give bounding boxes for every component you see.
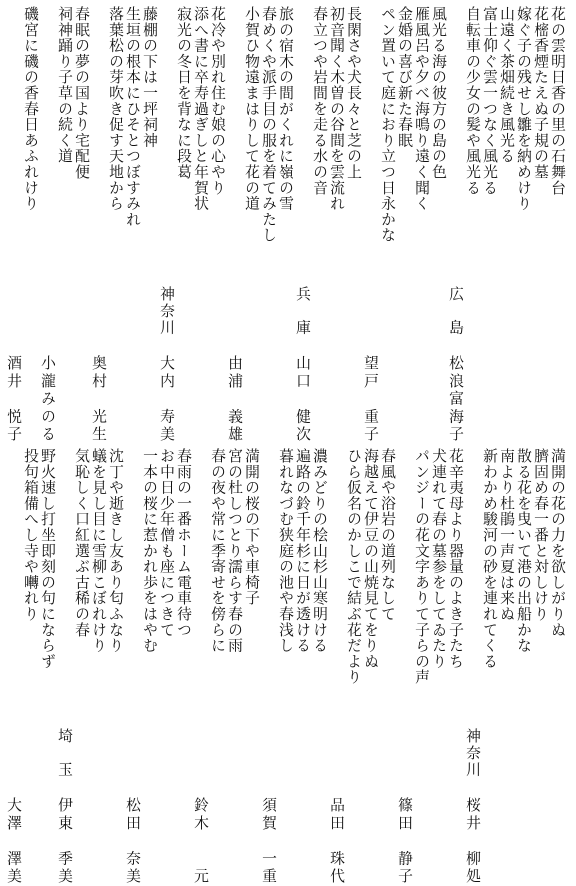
- haiku-text: ペン置いて庭におり立つ日永かな: [379, 6, 396, 243]
- prefecture-label: 兵 庫: [294, 286, 311, 337]
- haiku-column: [158, 442, 175, 884]
- haiku-text: 小賀ひ物遠まはりして花の道: [243, 6, 260, 212]
- author-name: 桜井 柳処: [464, 797, 481, 886]
- poet-group: [396, 442, 464, 884]
- author-name: 松田 奈美: [124, 797, 141, 886]
- poet-group: [39, 0, 90, 442]
- haiku-column: [124, 0, 141, 442]
- haiku-text: 濃みどりの桧山杉山寒明ける: [311, 448, 328, 654]
- haiku-column: [243, 442, 260, 884]
- poet-group: [464, 442, 566, 884]
- haiku-text: 満開の花の力を欲しがりぬ: [549, 448, 566, 638]
- haiku-text: ひら仮名のかしこで結ぶ花だより: [345, 448, 362, 685]
- haiku-column: [56, 0, 73, 442]
- author-column: [39, 0, 56, 442]
- haiku-text: 臍固め春一番と対しけり: [532, 448, 549, 622]
- haiku-column: [328, 0, 345, 442]
- author-name: 酒井 悦子: [5, 355, 22, 444]
- haiku-column: [277, 0, 294, 442]
- haiku-text: 花冷や別れ住む娘の心やり: [209, 6, 226, 196]
- haiku-column: [90, 442, 107, 884]
- haiku-text: 雁風呂や夕べ海鳴り遠く聞く: [413, 6, 430, 212]
- haiku-text: 投句箱備へし寺や囀れり: [22, 448, 39, 622]
- author-name: 大内 寿美: [158, 355, 175, 444]
- haiku-text: 磯宮に磯の香春日あふれけり: [22, 6, 39, 212]
- haiku-text: 春めくや派手目の服を着てみたし: [260, 6, 277, 243]
- author-name: 松浪富海子: [447, 355, 464, 444]
- author-column: [396, 442, 413, 884]
- haiku-text: 旅の宿木の間がくれに嶺の雪: [277, 6, 294, 212]
- haiku-text: 花辛夷母より器量のよき子たち: [447, 448, 464, 670]
- haiku-column: [362, 442, 379, 884]
- haiku-column: [464, 0, 481, 442]
- haiku-text: 蟻を見し目に雪柳こぼれけり: [90, 448, 107, 654]
- haiku-column: [532, 0, 549, 442]
- haiku-column: [379, 0, 396, 442]
- haiku-column: [498, 0, 515, 442]
- author-column: [447, 0, 464, 442]
- author-column: [158, 0, 175, 442]
- author-column: [5, 442, 22, 884]
- haiku-text: 沈丁や逝きし友あり匂ふなり: [107, 448, 124, 654]
- author-column: [5, 0, 22, 442]
- haiku-column: [379, 442, 396, 884]
- haiku-text: 海越えて伊豆の山焼見てをりぬ: [362, 448, 379, 670]
- haiku-text: 一本の桜に惹かれ歩をはやむ: [141, 448, 158, 654]
- haiku-column: [515, 0, 532, 442]
- author-column: [56, 442, 73, 884]
- author-column: [124, 442, 141, 884]
- haiku-text: 寂光の冬日を背なに段葛: [175, 6, 192, 180]
- haiku-text: パンジーの花文字ありて子らの声: [413, 448, 430, 685]
- author-name: 由浦 義雄: [226, 355, 243, 444]
- haiku-column: [481, 0, 498, 442]
- haiku-column: [532, 442, 549, 884]
- poet-group: [226, 0, 294, 442]
- author-name: 伊東 季美: [56, 797, 73, 886]
- haiku-column: [22, 0, 39, 442]
- author-name: 大澤 澤美: [5, 797, 22, 886]
- haiku-column: [311, 442, 328, 884]
- poet-group: [5, 0, 39, 442]
- prefecture-label: 埼 玉: [56, 728, 73, 779]
- haiku-column: [311, 0, 328, 442]
- author-name: 鈴木 元: [192, 797, 209, 886]
- haiku-column: [209, 0, 226, 442]
- author-name: 望戸 重子: [362, 355, 379, 444]
- author-name: 奥村 光生: [90, 355, 107, 444]
- poet-group: [328, 442, 396, 884]
- haiku-text: 添へ書に卒寿過ぎしと年賀状: [192, 6, 209, 212]
- haiku-text: 風光る海の彼方の島の色: [430, 6, 447, 180]
- haiku-text: 藤棚の下は一坪祠神: [141, 6, 158, 149]
- author-column: [192, 442, 209, 884]
- author-name: 篠田 静子: [396, 797, 413, 886]
- haiku-column: [22, 442, 39, 884]
- haiku-column: [481, 442, 498, 884]
- haiku-text: 満開の桜の下や車椅子: [243, 448, 260, 606]
- haiku-column: [413, 0, 430, 442]
- haiku-column: [175, 0, 192, 442]
- prefecture-label: 神奈川: [464, 728, 481, 779]
- haiku-column: [498, 442, 515, 884]
- haiku-text: 宮の杜しつとり濡らす春の雨: [226, 448, 243, 654]
- haiku-column: [277, 442, 294, 884]
- haiku-text: 気恥しく口紅選ぶ古稀の春: [73, 448, 90, 638]
- haiku-column: [175, 442, 192, 884]
- haiku-text: 嫁ぐ子の残せし雛を納めけり: [515, 6, 532, 212]
- poet-group: [90, 0, 158, 442]
- haiku-column: [549, 442, 566, 884]
- haiku-text: 春眠の夢の国より宅配便: [73, 6, 90, 180]
- haiku-column: [549, 0, 566, 442]
- haiku-text: 自転車の少女の髪や風光る: [464, 6, 481, 196]
- haiku-column: [39, 442, 56, 884]
- author-name: 小瀧みのる: [39, 355, 56, 444]
- prefecture-label: 神奈川: [158, 286, 175, 337]
- prefecture-label: 広 島: [447, 286, 464, 337]
- haiku-text: 祠神踊り子草の続く道: [56, 6, 73, 164]
- poet-group: [260, 442, 328, 884]
- haiku-text: 暮れなづむ狭庭の池や春浅し: [277, 448, 294, 654]
- haiku-text: 花の雲明日香の里の石舞台: [549, 6, 566, 196]
- author-name: 品田 珠代: [328, 797, 345, 886]
- haiku-column: [209, 442, 226, 884]
- author-column: [328, 442, 345, 884]
- haiku-column: [107, 0, 124, 442]
- haiku-text: 春風や浴岩の道列なして: [379, 448, 396, 622]
- haiku-column: [260, 0, 277, 442]
- haiku-column: [73, 442, 90, 884]
- author-column: [294, 0, 311, 442]
- haiku-column: [141, 442, 158, 884]
- poet-group: [447, 0, 566, 442]
- poet-group: [192, 442, 260, 884]
- haiku-text: 落葉松の芽吹き促す天地から: [107, 6, 124, 212]
- poet-group: [124, 442, 192, 884]
- poet-group: [362, 0, 447, 442]
- haiku-text: 野火速し打坐即刻の句にならず: [39, 448, 56, 670]
- haiku-column: [73, 0, 90, 442]
- haiku-column: [226, 442, 243, 884]
- poet-group: [294, 0, 362, 442]
- haiku-text: 長閑さや犬長々と芝の上: [345, 6, 362, 180]
- author-column: [464, 442, 481, 884]
- haiku-text: 春立つや岩間を走る水の音: [311, 6, 328, 196]
- haiku-text: 生垣の根本にひそとつぼすみれ: [124, 6, 141, 228]
- haiku-text: 金婚の喜び新た春眠: [396, 6, 413, 149]
- haiku-column: [294, 442, 311, 884]
- author-column: [226, 0, 243, 442]
- haiku-text: 遍路の鈴千年杉に日が透ける: [294, 448, 311, 654]
- bottom-half: [0, 442, 576, 884]
- top-half: [0, 0, 576, 442]
- haiku-text: 初音聞く木曽の谷間を雲流れ: [328, 6, 345, 212]
- poet-group: [158, 0, 226, 442]
- haiku-column: [430, 442, 447, 884]
- haiku-column: [345, 442, 362, 884]
- haiku-column: [141, 0, 158, 442]
- poet-group: [5, 442, 56, 884]
- haiku-text: 花樒香煙たえぬ子規の墓: [532, 6, 549, 180]
- poet-group: [56, 442, 124, 884]
- haiku-text: お中日少年僧も座につきて: [158, 448, 175, 638]
- haiku-column: [243, 0, 260, 442]
- haiku-text: 山遠く茶畑続き風光る: [498, 6, 515, 164]
- author-column: [260, 442, 277, 884]
- haiku-column: [192, 0, 209, 442]
- haiku-column: [107, 442, 124, 884]
- haiku-column: [396, 0, 413, 442]
- haiku-text: 犬連れて春の墓参をしてゐたり: [430, 448, 447, 670]
- haiku-text: 春雨の一番ホーム電車待つ: [175, 448, 192, 638]
- author-column: [362, 0, 379, 442]
- haiku-column: [345, 0, 362, 442]
- haiku-column: [430, 0, 447, 442]
- haiku-column: [515, 442, 532, 884]
- author-column: [90, 0, 107, 442]
- haiku-column: [413, 442, 430, 884]
- author-name: 須賀 一重: [260, 797, 277, 886]
- author-name: 山口 健次: [294, 355, 311, 444]
- haiku-text: 南より杜鵑一声夏は来ぬ: [498, 448, 515, 622]
- haiku-text: 春の夜や常に季寄せを傍らに: [209, 448, 226, 654]
- haiku-text: 新わかめ駿河の砂を連れてくる: [481, 448, 498, 670]
- haiku-text: 富士仰ぐ雲一つなく風光る: [481, 6, 498, 196]
- haiku-column: [447, 442, 464, 884]
- haiku-text: 散る花を曳いて港の出船かな: [515, 448, 532, 654]
